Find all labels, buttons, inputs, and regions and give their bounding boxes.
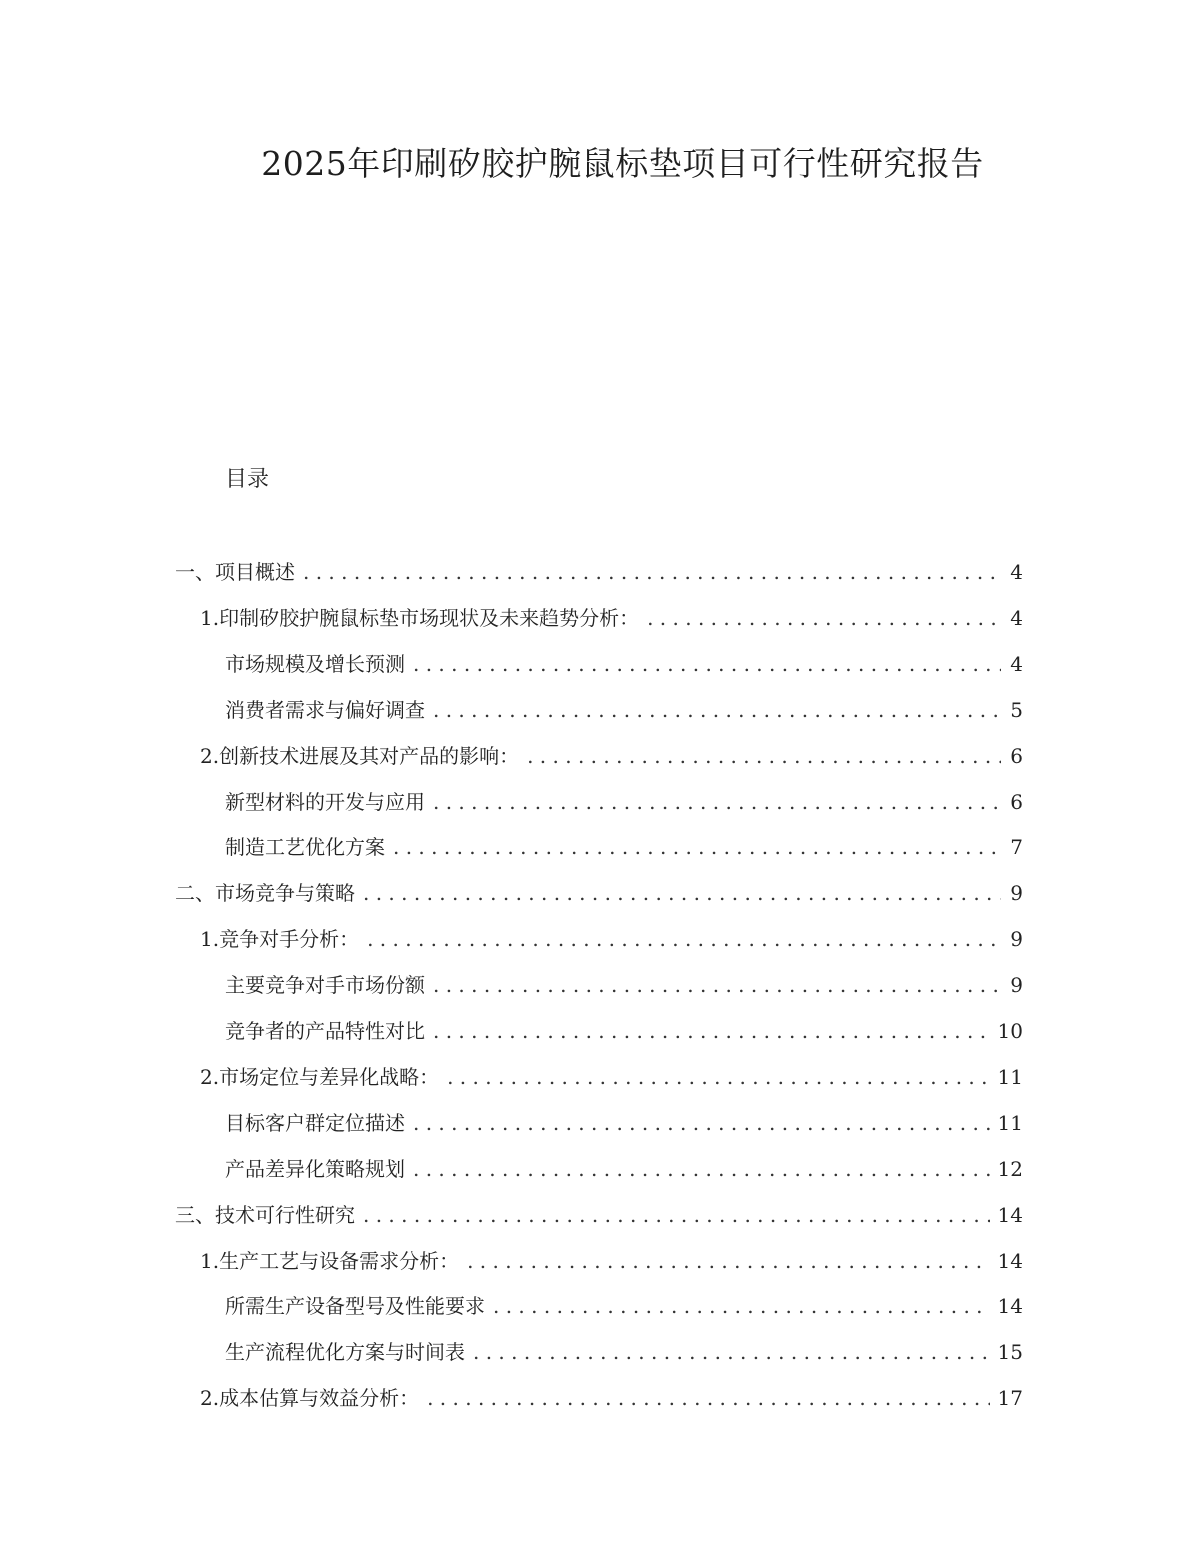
toc-entry[interactable] (225, 1155, 1023, 1183)
toc-entry[interactable] (225, 1292, 1023, 1320)
toc-entry-number: 1. (200, 1248, 220, 1273)
toc-entry[interactable] (225, 971, 1023, 999)
toc-entry[interactable] (200, 1063, 1023, 1091)
toc-entry-page: 6 (1010, 743, 1023, 768)
toc-entry-text: 消费者需求与偏好调查 (225, 697, 425, 722)
toc-entry-page: 9 (1010, 927, 1023, 952)
toc-entry-number: 1. (200, 927, 220, 952)
toc-entry-text: 市场定位与差异化战略： (219, 1064, 440, 1089)
toc-leader-dots (433, 1017, 990, 1045)
toc-heading: 目录 (225, 467, 270, 492)
toc-leader-dots (413, 1109, 990, 1137)
toc-entry-number: 2. (200, 1064, 220, 1089)
toc-entry-page: 14 (997, 1202, 1023, 1227)
toc-entry[interactable] (175, 1201, 1023, 1229)
toc-entry-page: 5 (1010, 697, 1023, 722)
toc-entry-page: 10 (997, 1019, 1023, 1043)
toc-entry-page: 4 (1010, 651, 1023, 676)
toc-entry[interactable] (225, 696, 1023, 724)
toc-leader-dots (473, 1338, 990, 1366)
toc-entry-page: 9 (1010, 973, 1023, 998)
toc-entry-page: 4 (1010, 560, 1023, 584)
toc-entry-text: 主要竞争对手市场份额 (225, 973, 425, 998)
toc-leader-dots (493, 1292, 990, 1320)
toc-entry-page: 14 (997, 1248, 1023, 1273)
toc-leader-dots (363, 879, 1001, 907)
toc-leader-dots (413, 650, 1001, 678)
toc-entry[interactable] (225, 1017, 1023, 1045)
toc-entry-page: 11 (997, 1064, 1023, 1089)
toc-leader-dots (367, 925, 1001, 953)
toc-leader-dots (363, 1201, 990, 1229)
toc-entry-page: 11 (997, 1110, 1023, 1135)
toc-entry[interactable] (200, 742, 1023, 770)
toc-entry[interactable] (200, 1384, 1023, 1412)
toc-entry-page: 15 (997, 1340, 1023, 1365)
toc-entry[interactable] (225, 650, 1023, 678)
toc-entry-page: 9 (1010, 881, 1023, 906)
toc-leader-dots (433, 696, 1001, 724)
toc-entry-text: 新型材料的开发与应用 (225, 789, 425, 814)
toc-entry-page: 12 (997, 1156, 1023, 1181)
toc-entry-number: 1. (200, 605, 220, 630)
toc-entry-page: 17 (997, 1386, 1023, 1411)
toc-entry[interactable] (225, 788, 1023, 816)
toc-entry-text: 竞争者的产品特性对比 (225, 1019, 425, 1043)
toc-entry-text: 市场规模及增长预测 (225, 651, 405, 676)
toc-entry[interactable] (225, 1109, 1023, 1137)
toc-entry-text: 创新技术进展及其对产品的影响： (219, 743, 520, 768)
toc-entry[interactable] (175, 558, 1023, 586)
toc-leader-dots (447, 1063, 989, 1091)
toc-entry-text: 产品差异化策略规划 (225, 1156, 405, 1181)
toc-entry-text: 目标客户群定位描述 (225, 1110, 405, 1135)
toc-leader-dots (467, 1247, 989, 1275)
toc-entry-text: 二、市场竞争与策略 (175, 881, 355, 906)
toc-entry-text: 一、项目概述 (175, 560, 295, 584)
toc-leader-dots (527, 742, 1001, 770)
toc-entry-text: 三、技术可行性研究 (175, 1202, 355, 1227)
toc-entry-page: 4 (1010, 605, 1023, 630)
toc-entry-text: 印制矽胶护腕鼠标垫市场现状及未来趋势分析： (219, 605, 640, 630)
toc-entry-number: 2. (200, 1386, 220, 1411)
toc-entry-page: 6 (1010, 789, 1023, 814)
toc-leader-dots (303, 558, 1001, 586)
toc-entry-page: 14 (997, 1294, 1023, 1319)
toc-entry-text: 生产流程优化方案与时间表 (225, 1340, 465, 1365)
toc-entry[interactable] (200, 925, 1023, 953)
toc-entry[interactable] (225, 1338, 1023, 1366)
toc-entry[interactable] (225, 833, 1023, 861)
toc-entry[interactable] (200, 604, 1023, 632)
toc-leader-dots (647, 604, 1001, 632)
document-title: 2025年印刷矽胶护腕鼠标垫项目可行性研究报告 (261, 144, 984, 183)
toc-leader-dots (413, 1155, 990, 1183)
toc-entry-text: 竞争对手分析： (219, 927, 360, 952)
toc-entry-text: 生产工艺与设备需求分析： (219, 1248, 460, 1273)
toc-entry[interactable] (200, 1247, 1023, 1275)
toc-leader-dots (433, 971, 1001, 999)
toc-entry[interactable] (175, 879, 1023, 907)
toc-entry-text: 所需生产设备型号及性能要求 (225, 1294, 485, 1319)
toc-entry-page: 7 (1010, 835, 1023, 860)
toc-entry-text: 成本估算与效益分析： (219, 1386, 420, 1411)
toc-entry-number: 2. (200, 743, 220, 768)
toc-leader-dots (427, 1384, 989, 1412)
toc-leader-dots (393, 833, 1001, 861)
toc-leader-dots (433, 788, 1001, 816)
toc-entry-text: 制造工艺优化方案 (225, 835, 385, 860)
